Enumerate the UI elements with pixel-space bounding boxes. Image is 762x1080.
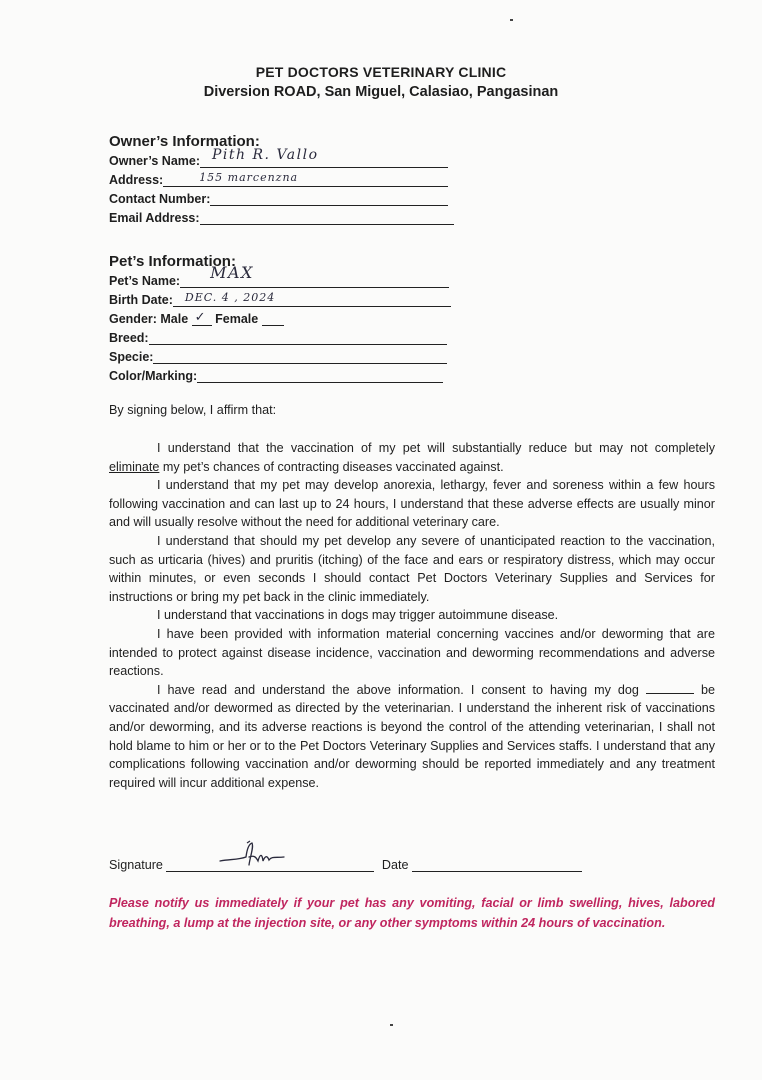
pet-name-row — [109, 263, 469, 292]
statement-6-text-end: be vaccinated and/or dewormed as directed by the veterinarian. I understand the inherent risk of vaccinations and/or deworming, and its adverse reactions is beyond the control of the attending veterinarian, I shall not hold blame to him or her or to the Pet Doctors Veterinary Supplies and Services staffs. I understand that any complications following vaccination and/or deworming should be reported immediately and any treatment required will incur additional expense. — [109, 682, 716, 790]
breed-label: Breed: — [109, 331, 149, 345]
statement-1-text: I understand that the vaccination of my pet will substantially reduce but may not completely — [157, 441, 715, 455]
email-row — [109, 210, 469, 229]
owner-name-handwriting: Pith R. Vallo — [212, 147, 319, 163]
specie-field[interactable] — [153, 349, 447, 364]
owner-section-title: Owner’s Information: — [109, 133, 260, 150]
gender-row — [109, 311, 469, 330]
statement-autoimmune: I understand that vaccinations in dogs may trigger autoimmune disease. — [157, 608, 559, 623]
color-marking-row — [109, 368, 469, 387]
statement-consent — [109, 681, 715, 793]
color-marking-label: Color/Marking: — [109, 369, 198, 383]
signature-field[interactable] — [166, 857, 374, 872]
male-check-mark: ✓ — [194, 310, 206, 325]
dog-name-blank[interactable] — [646, 682, 694, 694]
form-header — [0, 64, 762, 100]
birth-date-field[interactable] — [173, 292, 451, 307]
female-label: Female — [215, 312, 259, 326]
date-label: Date — [381, 858, 409, 872]
pet-name-handwriting: MAX — [210, 263, 254, 282]
clinic-address: Diversion ROAD, San Miguel, Calasiao, Pangasinan — [203, 84, 559, 100]
statement-6-text: I have read and understand the above information. I consent to having my dog — [157, 682, 639, 697]
clinic-name: PET DOCTORS VETERINARY CLINIC — [255, 64, 507, 80]
statement-1-underlined: eliminate — [109, 459, 160, 474]
female-checkbox[interactable] — [262, 311, 284, 326]
statement-information-provided: I have been provided with information material concerning vaccines and/or deworming that are intended to protect against disease incidence, vaccination and deworming recommendations and adverse reactions. — [109, 626, 715, 679]
email-label: Email Address: — [109, 211, 200, 225]
owner-name-label: Owner’s Name: — [109, 154, 201, 168]
symptom-notice: Please notify us immediately if your pet has any vomiting, facial or limb swelling, hives, labored breathing, a lump at the injection site, or any other symptoms within 24 hours of vaccination. — [109, 896, 715, 930]
email-field[interactable] — [200, 210, 454, 225]
pet-name-label: Pet’s Name: — [109, 274, 181, 288]
owner-address-label: Address: — [109, 173, 164, 187]
statement-side-effects: I understand that my pet may develop anorexia, lethargy, fever and soreness within a few hours following vaccination and can last up to 24 hours, I understand that these adverse effects are usually minor and will usually resolve without the need for additional veterinary care. — [109, 478, 715, 530]
statement-vaccination-effect — [109, 439, 715, 476]
consent-statements — [109, 439, 715, 792]
scan-speck — [390, 1024, 393, 1026]
specie-label: Specie: — [109, 350, 154, 364]
owner-name-field[interactable] — [200, 147, 448, 168]
contact-number-row — [109, 191, 469, 210]
pet-name-field[interactable] — [180, 263, 449, 288]
signature-row — [109, 857, 609, 872]
owner-information-section — [109, 133, 469, 229]
pet-section-title: Pet’s Information: — [109, 253, 236, 270]
pet-information-section — [109, 253, 469, 387]
specie-row — [109, 349, 469, 368]
statement-severe-reaction: I understand that should my pet develop any severe of unanticipated reaction to the vaccination, such as urticaria (hives) and pruritis (itching) of the face and ears or respiratory distress, which may occur within minutes, or even seconds I should contact Pet Doctors Veterinary Supplies and Services for instructions or bring my pet back in the clinic immediately. — [109, 533, 715, 604]
signature-scribble — [216, 839, 292, 873]
breed-row — [109, 330, 469, 349]
gender-male-label: Gender: Male — [109, 312, 189, 326]
birth-date-handwriting: DEC. 4 , 2024 — [184, 291, 276, 304]
contact-number-field[interactable] — [210, 191, 448, 206]
contact-number-label: Contact Number: — [109, 192, 211, 206]
owner-address-field[interactable] — [163, 172, 448, 187]
birth-date-row — [109, 292, 469, 311]
birth-date-label: Birth Date: — [109, 293, 173, 307]
statement-1-text-end: my pet’s chances of contracting diseases vaccinated against. — [162, 459, 504, 474]
affirm-intro: By signing below, I affirm that: — [109, 403, 277, 417]
breed-field[interactable] — [149, 330, 447, 345]
scan-speck — [510, 19, 513, 21]
owner-address-handwriting: 155 marcenzna — [199, 171, 299, 184]
male-checkbox[interactable] — [192, 311, 212, 326]
signature-label: Signature — [109, 858, 163, 872]
owner-address-row — [109, 172, 469, 191]
color-marking-field[interactable] — [197, 368, 443, 383]
date-field[interactable] — [412, 857, 582, 872]
